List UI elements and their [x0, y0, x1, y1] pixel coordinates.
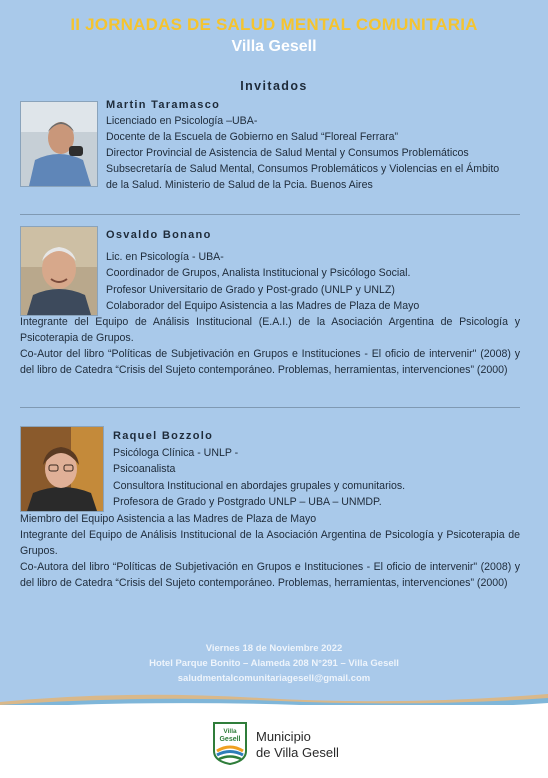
municipio-name-line2: de Villa Gesell [256, 745, 339, 760]
guest-name: Osvaldo Bonano [106, 229, 212, 241]
guest-bio-paragraph: Miembro del Equipo Asistencia a las Madres de Plaza de Mayo [20, 513, 317, 525]
badge-text-villa: Villa [223, 728, 237, 735]
event-date: Viernes 18 de Noviembre 2022 [205, 643, 343, 654]
guest-bio-line: Coordinador de Grupos, Analista Institucional y Psicólogo Social. [106, 267, 411, 279]
guest-bio-line: Director Provincial de Asistencia de Salud Mental y Consumos Problemáticos [106, 147, 469, 159]
guest-bio-line: Profesor Universitario de Grado y Post-grado (UNLP y UNLZ) [106, 284, 395, 296]
guest-bio-paragraph: Co-Autor del libro “Políticas de Subjetivación en Grupos e Instituciones - El oficio de intervenir" (2008) y del libro de Catedra “Crisis del Sujeto contemporáneo. Problemas, herramientas, intervenciones” (2000) [20, 348, 520, 376]
guest-bio-paragraph: Co-Autora del libro “Políticas de Subjetivación en Grupos e Instituciones - El oficio de intervenir" (2008) y del libro de Catedra “Crisis del Sujeto contemporáneo. Problemas, herramientas, intervenciones” (2000) [20, 561, 520, 589]
event-location-title: Villa Gesell [231, 38, 317, 55]
guest-photo-martin [20, 101, 98, 187]
section-divider [20, 407, 520, 408]
contact-email: saludmentalcomunitariagesell@gmail.com [177, 673, 371, 684]
section-title: Invitados [240, 79, 308, 93]
guest-bio-line: Lic. en Psicología - UBA- [106, 251, 224, 263]
guest-bio-line: Consultora Institucional en abordajes grupales y comunitarios. [113, 480, 406, 492]
guest-bio-paragraph: Integrante del Equipo de Análisis Institucional de la Asociación Argentina de Psicología y Psicoterapia de Grupos. [20, 529, 520, 557]
guest-bio-line: de la Salud. Ministerio de Salud de la Pcia. Buenos Aires [106, 179, 373, 191]
guest-bio-line: Profesora de Grado y Postgrado UNLP – UBA – UNMDP. [113, 496, 382, 508]
guest-photo-raquel [20, 426, 104, 512]
guest-bio-line: Colaborador del Equipo Asistencia a las Madres de Plaza de Mayo [106, 300, 420, 312]
guest-bio-paragraph: Integrante del Equipo de Análisis Institucional (E.A.I.) de la Asociación Argentina de Psicología y Psicoterapia de Grupos. [20, 316, 520, 344]
badge-text-gesell: Gesell [219, 736, 241, 743]
municipio-badge-icon [212, 721, 248, 765]
section-divider [20, 214, 520, 215]
guest-bio-line: Psicóloga Clínica - UNLP - [113, 447, 239, 459]
guest-bio-line: Docente de la Escuela de Gobierno en Salud “Floreal Ferrara” [106, 131, 399, 143]
guest-bio-line: Licenciado en Psicología –UBA- [106, 115, 258, 127]
guest-name: Raquel Bozzolo [113, 430, 214, 442]
guest-bio-line: Subsecretaría de Salud Mental, Consumos Problemáticos y Violencias en el Ámbito [106, 163, 500, 175]
event-title: II JORNADAS DE SALUD MENTAL COMUNITARIA [70, 15, 478, 34]
guest-bio-line: Psicoanalista [113, 463, 176, 475]
municipio-name-line1: Municipio [256, 729, 311, 744]
guest-photo-osvaldo [20, 226, 98, 316]
guest-name: Martin Taramasco [106, 99, 221, 111]
event-venue: Hotel Parque Bonito – Alameda 208 N°291 – Villa Gesell [149, 658, 399, 669]
